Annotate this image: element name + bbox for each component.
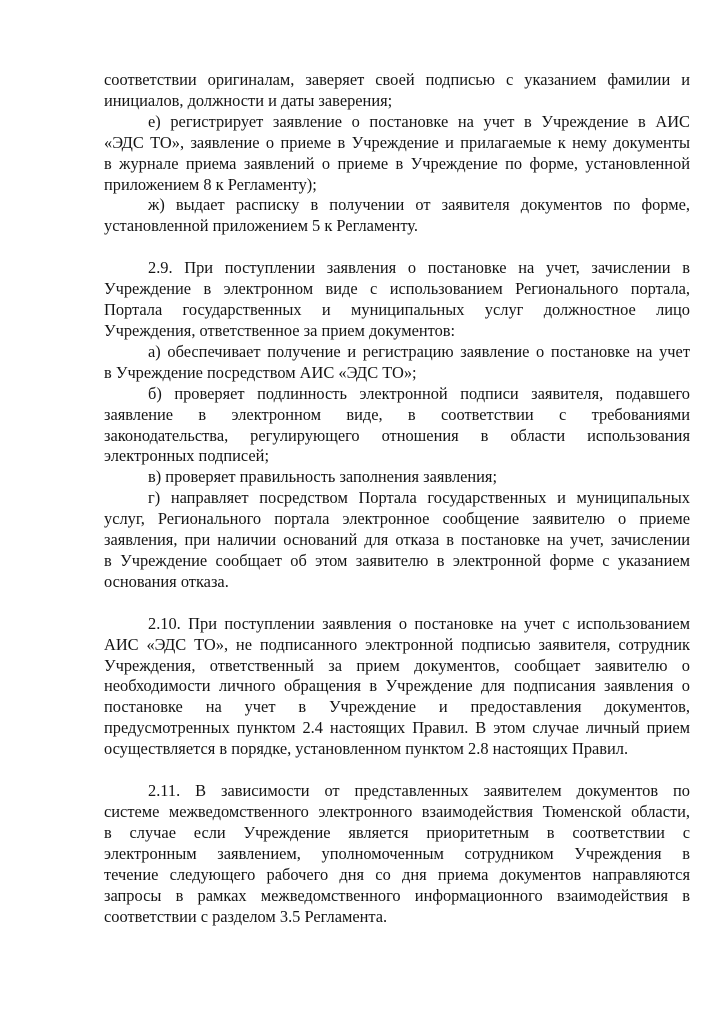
text-line: предусмотренных пунктом 2.4 настоящих Правил. В этом случае личный прием	[104, 718, 690, 738]
text-line: запросы в рамках межведомственного информационного взаимодействия в	[104, 885, 690, 905]
list-item-zh	[104, 195, 690, 237]
text-line: необходимости личного обращения в Учреждение для подписания заявления о	[104, 676, 690, 696]
text-line: в Учреждение сообщает об этом заявителю в электронной форме с указанием	[104, 550, 690, 570]
paragraph-2-10	[104, 614, 690, 760]
text-line: соответствии оригиналам, заверяет своей подписью с указанием фамилии и	[104, 70, 690, 89]
text-line: АИС «ЭДС ТО», не подписанного электронной подписью заявителя, сотрудник	[104, 634, 690, 654]
list-item-2-9-v	[104, 467, 690, 488]
text-line: инициалов, должности и даты заверения;	[104, 90, 393, 110]
text-line: Учреждения, ответственное за прием документов:	[104, 320, 456, 340]
list-item-e	[104, 112, 690, 196]
text-line: электронным заявлением, уполномоченным сотрудником Учреждения в	[104, 843, 690, 863]
text-line: заявления, при наличии оснований для отказа в постановке на учет, зачислении	[104, 530, 690, 550]
paragraph-gap	[104, 593, 690, 614]
text-line: течение следующего рабочего дня со дня приема документов направляются	[104, 864, 690, 884]
text-line: 2.9. При поступлении заявления о постановке на учет, зачислении в	[148, 258, 690, 278]
text-line: приложением 8 к Регламенту);	[104, 174, 317, 194]
text-line: Учреждения, ответственный за прием документов, сообщает заявителю о	[104, 655, 690, 675]
list-item-2-9-g	[104, 488, 690, 593]
text-line: ж) выдает расписку в получении от заявителя документов по форме,	[148, 195, 690, 215]
text-line: а) обеспечивает получение и регистрацию заявление о постановке на учет	[148, 341, 690, 361]
text-line: Портала государственных и муниципальных услуг должностное лицо	[104, 300, 690, 320]
list-item-2-9-a	[104, 342, 690, 384]
text-line: электронных подписей;	[104, 446, 269, 466]
text-line: 2.11. В зависимости от представленных заявителем документов по	[148, 781, 690, 801]
text-line: соответствии с разделом 3.5 Регламента.	[104, 906, 388, 926]
text-line: заявление в электронном виде, в соответствии с требованиями	[104, 404, 690, 424]
paragraph-2-9	[104, 258, 690, 342]
text-line: осуществляется в порядке, установленном пунктом 2.8 настоящих Правил.	[104, 739, 629, 759]
text-line: в) проверяет правильность заполнения заявления;	[148, 467, 498, 487]
text-line: е) регистрирует заявление о постановке на учет в Учреждение в АИС	[148, 111, 690, 131]
text-line: услуг, Регионального портала электронное сообщение заявителю о приеме	[104, 509, 690, 529]
list-item-2-9-b	[104, 384, 690, 468]
paragraph-continuation	[104, 70, 690, 112]
text-line: в Учреждение посредством АИС «ЭДС ТО»;	[104, 362, 417, 382]
text-line: установленной приложением 5 к Регламенту.	[104, 216, 418, 236]
text-line: законодательства, регулирующего отношения в области использования	[104, 425, 690, 445]
paragraph-2-11	[104, 781, 690, 927]
paragraph-gap	[104, 760, 690, 781]
text-line: б) проверяет подлинность электронной подписи заявителя, подавшего	[148, 383, 690, 403]
text-line: в журнале приема заявлений о приеме в Учреждение по форме, установленной	[104, 153, 690, 173]
text-line: основания отказа.	[104, 571, 229, 591]
text-line: Учреждение в электронном виде с использованием Регионального портала,	[104, 279, 690, 299]
text-line: г) направляет посредством Портала государственных и муниципальных	[148, 488, 690, 508]
paragraph-gap	[104, 237, 690, 258]
text-line: в случае если Учреждение является приоритетным в соответствии с	[104, 822, 690, 842]
text-line: постановке на учет в Учреждение и предоставления документов,	[104, 697, 690, 717]
text-line: системе межведомственного электронного взаимодействия Тюменской области,	[104, 802, 690, 821]
text-line: «ЭДС ТО», заявление о приеме в Учреждение и прилагаемые к нему документы	[104, 132, 690, 152]
text-line: 2.10. При поступлении заявления о постановке на учет с использованием	[148, 613, 690, 633]
